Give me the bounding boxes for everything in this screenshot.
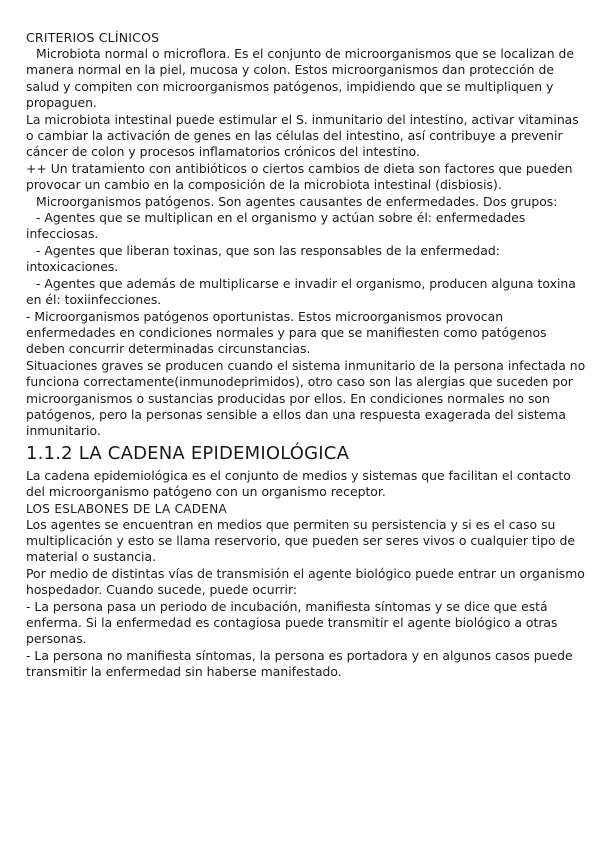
paragraph-infections: - Agentes que se multiplican en el organismo y actúan sobre él: enfermedades infecciosas.	[26, 210, 526, 242]
paragraph-transmission: Por medio de distintas vías de transmisión el agente biológico puede entrar un organismo hospedador. Cuando sucede, puede ocurrir:	[26, 565, 585, 598]
paragraph-grave-situations: Situaciones graves se producen cuando el sistema inmunitario de la persona infectada no funciona correctamente(inmunodeprimidos), otro caso son las alergias que suceden por microorganismos o sustancias producidas por ellos. En condiciones normales no son patógenos, pero la personas sensible a ellos dan una respuesta exagerada del sistema inmunitario.	[26, 357, 586, 439]
paragraph-antibiotics: ++ Un tratamiento con antibióticos o ciertos cambios de dieta son factores que pueden provocar un cambio en la composición de la microbiota intestinal (disbiosis).	[26, 160, 573, 193]
section-title: 1.1.2 LA CADENA EPIDEMIOLÓGICA	[26, 442, 350, 464]
paragraph-microbiota-intestinal: La microbiota intestinal puede estimular el S. inmunitario del intestino, activar vitaminas o cambiar la activación de genes en las células del intestino, así contribuye a prevenir cáncer de colon y procesos inflamatorios crónicos del intestino.	[26, 111, 579, 160]
subheading-chain-links: LOS ESLABONES DE LA CADENA	[26, 501, 227, 516]
paragraph-opportunists: - Microorganismos patógenos oportunistas. Estos microorganismos provocan enfermedades en condiciones normales y para que se manifiesten como patógenos deben concurrir determinadas circunstancias.	[26, 308, 547, 357]
paragraph-intoxications: - Agentes que liberan toxinas, que son las responsables de la enfermedad: intoxicaciones.	[26, 242, 500, 275]
paragraph-carrier: - La persona no manifiesta síntomas, la persona es portadora y en algunos casos puede transmitir la enfermedad sin haberse manifestado.	[26, 647, 573, 680]
paragraph-incubation: - La persona pasa un periodo de incubación, manifiesta síntomas y se dice que está enferma. Si la enfermedad es contagiosa puede transmitir el agente biológico a otras personas.	[26, 598, 558, 647]
paragraph-reservoir: Los agentes se encuentran en medios que permiten su persistencia y si es el caso su multiplicación y esto se llama reservorio, que pueden ser seres vivos o cualquier tipo de material o sustancia.	[26, 516, 576, 565]
paragraph-chain-intro: La cadena epidemiológica es el conjunto de medios y sistemas que facilitan el contacto del microorganismo patógeno con un organismo receptor.	[26, 467, 571, 500]
paragraph-microbiota-normal: Microbiota normal o microflora. Es el conjunto de microorganismos que se localizan de manera normal en la piel, mucosa y colon. Estos microorganismos dan protección de salud y compiten con microorganismos patógenos, impidiendo que se multipliquen y propaguen.	[26, 46, 575, 111]
document-heading: CRITERIOS CLÍNICOS	[26, 30, 160, 45]
paragraph-toxiinfections: - Agentes que además de multiplicarse e invadir el organismo, producen alguna toxina en él: toxiinfecciones.	[26, 275, 576, 308]
paragraph-pathogens: Microorganismos patógenos. Son agentes causantes de enfermedades. Dos grupos:	[36, 193, 558, 209]
